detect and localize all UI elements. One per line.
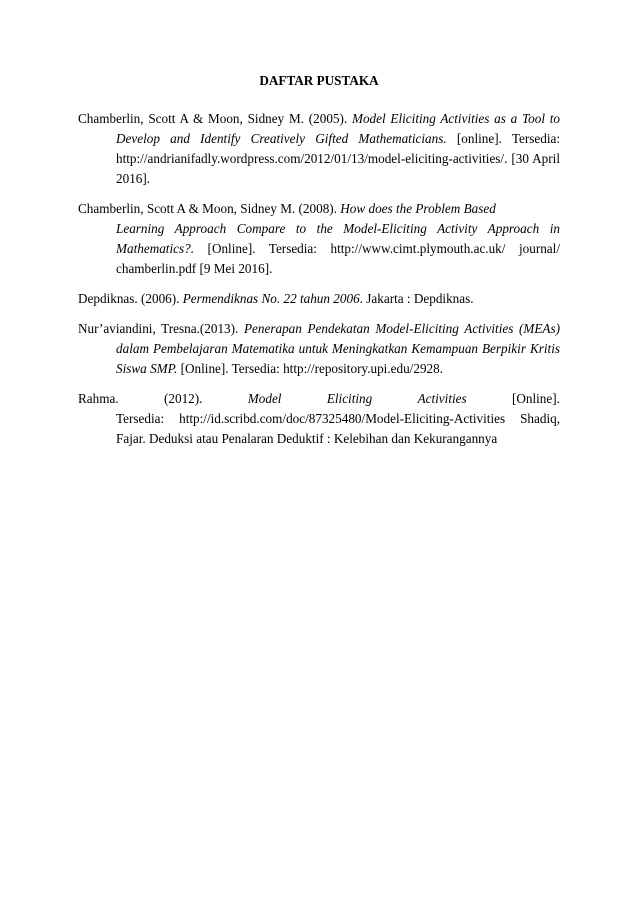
reference-entry bbox=[78, 289, 560, 309]
reference-title: Penerapan Pendekatan Model-Eliciting Activities (MEAs) dalam Pembelajaran Matematika untuk Meningkatkan Kemampuan Berpikir Kritis Siswa SMP. bbox=[116, 321, 560, 376]
reference-entry bbox=[78, 199, 560, 279]
reference-title: How does the Problem Based bbox=[340, 201, 496, 216]
reference-source: [Online]. Tersedia: http://www.cimt.plymouth.ac.uk/ journal/ chamberlin.pdf [9 Mei 2016]. bbox=[116, 241, 560, 276]
reference-entry bbox=[78, 389, 560, 449]
reference-entry bbox=[78, 319, 560, 379]
reference-source: . Jakarta : Depdiknas. bbox=[359, 291, 474, 306]
reference-title: Permendiknas No. 22 tahun 2006 bbox=[182, 291, 360, 306]
reference-source: [Online]. Tersedia: http://repository.upi.edu/2928. bbox=[180, 361, 444, 376]
reference-title-continued: Learning Approach Compare to the Model-Eliciting Activity Approach in Mathematics?. [Online]. Tersedia: http://www.cimt.plymouth.ac.uk/ journal/ chamberlin.pdf [9 Mei 2016]. bbox=[116, 221, 560, 276]
reference-authors: Chamberlin, Scott A & Moon, Sidney M. (2005). bbox=[78, 111, 348, 126]
reference-source: [online]. Tersedia: http://andrianifadly.wordpress.com/2012/01/13/model-eliciting-activities/. [30 April 2016]. bbox=[116, 131, 560, 186]
reference-title: Model Eliciting Activities as a Tool to Develop and Identify Creatively Gifted Mathematicians. bbox=[116, 111, 560, 146]
reference-first-line: Rahma. (2012). Model Eliciting Activities [Online]. bbox=[78, 391, 560, 406]
page-title: DAFTAR PUSTAKA bbox=[259, 73, 379, 88]
reference-authors: Depdiknas. (2006). bbox=[78, 291, 180, 306]
reference-entry bbox=[78, 109, 560, 189]
reference-authors: Nur’aviandini, Tresna.(2013). bbox=[78, 321, 239, 336]
reference-source: Tersedia: http://id.scribd.com/doc/87325480/Model-Eliciting-Activities Shadiq, Fajar. Deduksi atau Penalaran Deduktif : Kelebihan dan Kekurangannya bbox=[116, 411, 560, 446]
reference-authors: Chamberlin, Scott A & Moon, Sidney M. (2008). bbox=[78, 201, 337, 216]
